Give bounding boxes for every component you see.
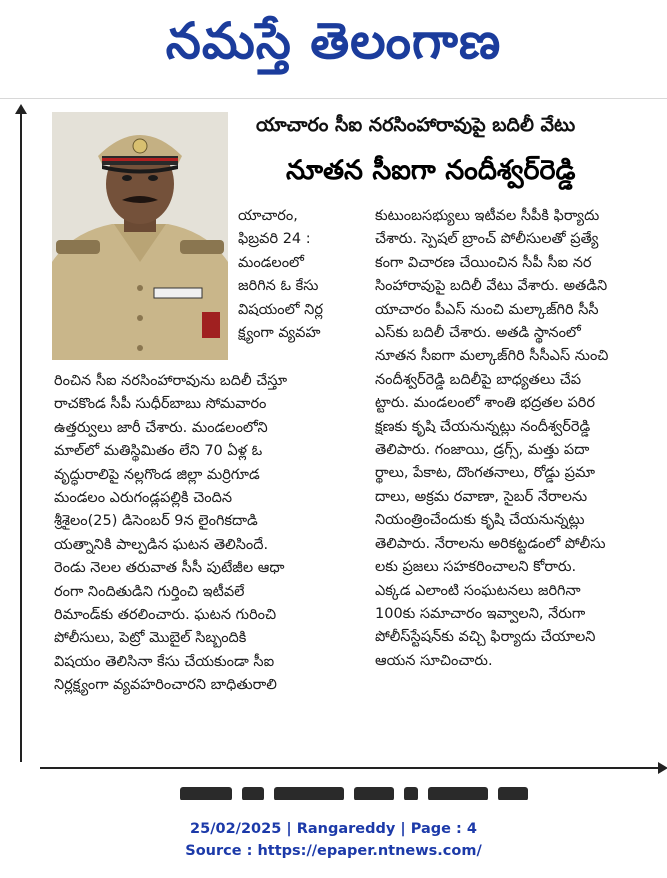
- text-line: వృద్ధురాలిపై నల్లగొండ జిల్లా మర్రిగూడ: [54, 466, 260, 483]
- text-line: రించిన సీఐ నరసింహారావును బదిలీ చేస్తూ: [54, 373, 288, 389]
- text-line: కుటుంబసభ్యులు ఇటీవల సీపీకి ఫిర్యాదు: [375, 208, 600, 224]
- text-line: విషయంలో నిర్ల: [238, 301, 323, 318]
- text-line: పోలీసులు, పెట్రో మొబైల్ సిబ్బందికి: [54, 630, 247, 647]
- article-subheadline: యాచారం సీఐ నరసింహారావుపై బదిలీ వేటు: [256, 114, 576, 136]
- text-line: రిమాండ్‌కు తరలించారు. ఘటన గురించి: [54, 607, 277, 624]
- source-link[interactable]: Source : https://epaper.ntnews.com/: [185, 843, 482, 859]
- newspaper-title: నమస్తే తెలంగాణ: [165, 12, 502, 70]
- text-line: విషయం తెలిసినా కేసు చేయకుండా సీఐ: [54, 653, 275, 670]
- text-line: తెలిపారు. గంజాయి, డ్రగ్స్, మత్తు పదా: [375, 442, 590, 459]
- text-line: మాల్‌లో మతిస్థిమితం లేని 70 ఏళ్ల ఓ: [54, 443, 263, 460]
- text-line: కంగా విచారణ చేయించిన సీపీ సీఐ నర: [375, 254, 592, 271]
- text-line: సింహారావుపై బదిలీ వేటు వేశారు. అతడిని: [375, 278, 608, 295]
- text-line: నందీశ్వర్‌రెడ్డి బదిలీపై బాధ్యతలు చేప: [375, 371, 582, 388]
- text-line: యత్నానికి పాల్పడిన ఘటన తెలిసిందే.: [54, 536, 269, 553]
- text-line: జరిగిన ఓ కేసు: [238, 278, 319, 295]
- text-line: లకు ప్రజలు సహకరించాలని కోరారు.: [375, 559, 577, 576]
- text-line: రంగా నిందితుడిని గుర్తించి ఇటీవలే: [54, 583, 245, 600]
- article-column-2: [375, 205, 660, 673]
- text-line: మండలం ఎరుగండ్లపల్లికి చెందిన: [54, 490, 233, 507]
- text-line: యాచారం,: [238, 208, 298, 224]
- text-line: రాచకొండ సీపీ సుధీర్‌బాబు సోమవారం: [54, 396, 267, 413]
- crop-arrow-right-icon: [40, 767, 660, 769]
- article-column-1-top: [238, 205, 338, 345]
- text-line: ఎస్‌కు బదిలీ చేశారు. అతడి స్థానంలో: [375, 325, 581, 342]
- text-line: చేశారు. స్పెషల్ బ్రాంచ్ పోలీసులతో ప్రత్యే: [375, 231, 599, 248]
- police-officer-photo: [52, 112, 228, 360]
- text-line: క్ష్యంగా వ్యవహ: [238, 325, 321, 342]
- header-divider: [0, 98, 667, 99]
- text-line: 100కు సమాచారం ఇవ్వాలని, నేరుగా: [375, 605, 586, 622]
- text-line: ఎక్కడ ఎలాంటి సంఘటనలు జరిగినా: [375, 582, 581, 599]
- text-line: క్షణకు కృషి చేయనున్నట్లు నందీశ్వర్‌రెడ్డి: [375, 418, 591, 435]
- text-line: ట్టారు. మండలంలో శాంతి భద్రతల పరిర: [375, 395, 595, 412]
- officer-portrait-icon: [52, 112, 228, 360]
- cropped-next-headline: [180, 786, 600, 800]
- masthead: [0, 0, 667, 84]
- text-line: నియంత్రించేందుకు కృషి చేయనున్నట్లు: [375, 512, 585, 529]
- text-line: దాలు, అక్రమ రవాణా, సైబర్ నేరాలను: [375, 488, 588, 505]
- text-line: ర్థాలు, పేకాట, దొంగతనాలు, రోడ్డు ప్రమా: [375, 465, 595, 482]
- article-column-1-bottom: [54, 370, 338, 698]
- text-line: యాచారం పీఎస్ నుంచి మల్కాజ్‌గిరి సీసీ: [375, 301, 599, 318]
- text-line: రెండు నెలల తరువాత సీసీ పుటేజీల ఆధా: [54, 560, 285, 577]
- text-line: శ్రీశైలం(25) డిసెంబర్ 9న లైంగికదాడి: [54, 513, 258, 530]
- crop-arrow-up-icon: [20, 112, 22, 762]
- text-line: తెలిపారు. నేరాలను అరికట్టడంలో పోలీసు: [375, 535, 606, 552]
- text-line: నిర్లక్ష్యంగా వ్యవహరించారని బాధితురాలి: [54, 677, 277, 694]
- text-line: ఆయన సూచించారు.: [375, 652, 493, 669]
- source-footer: [0, 818, 667, 862]
- text-line: నూతన సీఐగా మల్కాజ్‌గిరి సీసీఎస్ నుంచి: [375, 348, 609, 365]
- text-line: ఫిబ్రవరి 24 :: [238, 231, 311, 248]
- text-line: ఉత్తర్వులు జారీ చేశారు. మండలంలోని: [54, 419, 268, 436]
- article-headline: నూతన సీఐగా నందీశ్వర్‌రెడ్డి: [286, 155, 576, 186]
- text-line: పోలీస్‌స్టేషన్‌కు వచ్చి ఫిర్యాదు చేయాలని: [375, 629, 596, 646]
- edition-info: 25/02/2025 | Rangareddy | Page : 4: [190, 821, 477, 837]
- text-line: మండలంలో: [238, 254, 304, 271]
